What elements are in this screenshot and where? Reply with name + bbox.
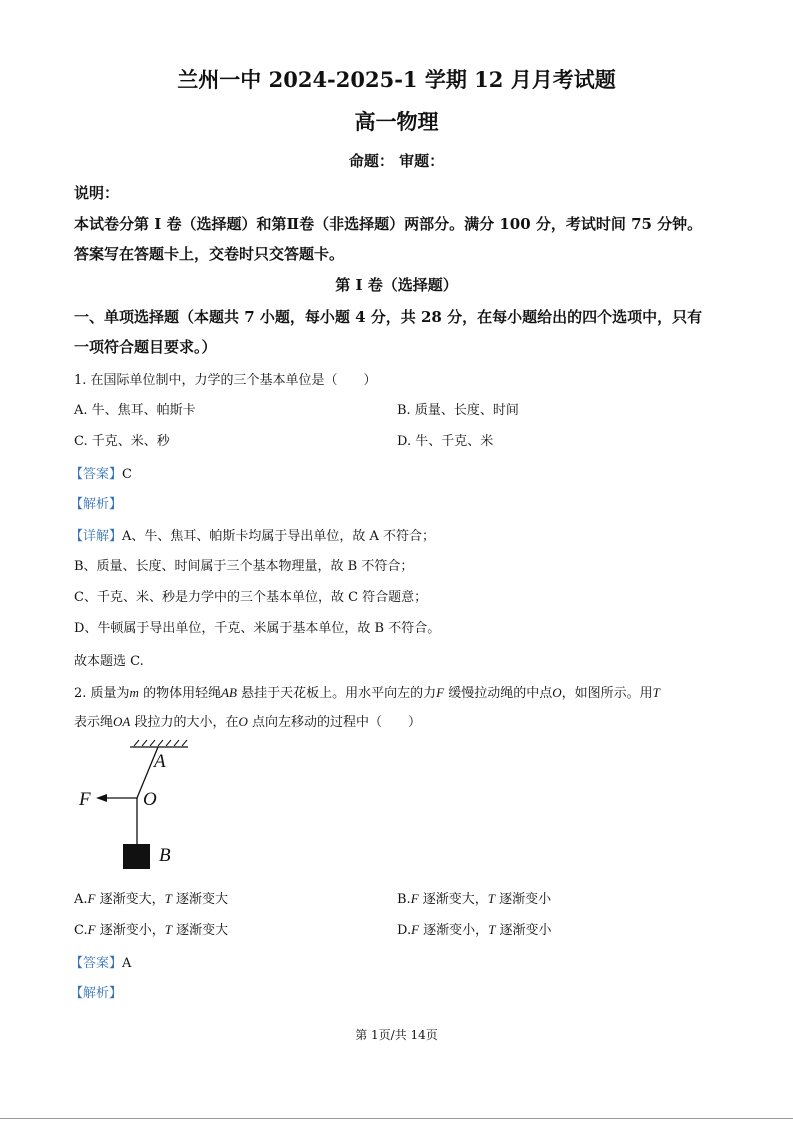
force-arrow-head-icon (96, 794, 107, 802)
q1-answer-line (70, 463, 132, 482)
q2-stem2-text-a: 表示绳 (74, 715, 114, 730)
label-b: B (159, 845, 171, 866)
label-f: F (79, 789, 91, 810)
q1-answer: C (122, 467, 132, 482)
ceiling-hatch (134, 740, 187, 746)
block-b (123, 844, 150, 869)
q2-symbol-f: F (436, 685, 445, 700)
q1-option-a: A. 牛、焦耳、帕斯卡 (74, 403, 196, 418)
q2-option-c-letter: C. (74, 923, 88, 938)
q2-symbol-t: T (652, 685, 660, 700)
part-heading-line-2: 一项符合题目要求。） (74, 338, 217, 356)
q2-answer-line (70, 952, 131, 971)
instructions-line-2: 答案写在答题卡上，交卷时只交答题卡。 (74, 245, 345, 263)
q2-option-c-post: 逐渐变大 (171, 923, 229, 938)
exam-title: 兰州一中 2024-2025-1 学期 12 月月考试题 (177, 67, 616, 92)
exam-authors: 命题： 审题： (348, 152, 445, 170)
q1-option-b: B. 质量、长度、时间 (397, 403, 519, 418)
q2-option-d-t: T (488, 922, 496, 937)
q1-detail-line-1 (70, 525, 435, 544)
q1-detail-tag: 【详解】 (70, 529, 123, 544)
q1-detail-text-1: A、牛、焦耳、帕斯卡均属于导出单位，故 A 不符合； (122, 529, 436, 544)
q1-option-c: C. 千克、米、秒 (74, 434, 170, 449)
page-footer: 第 1页/共 14页 (355, 1028, 438, 1042)
q2-option-a (74, 888, 228, 907)
q2-stem1-text-d: 缓慢拉动绳的中点 (444, 686, 553, 701)
q2-option-d-letter: D. (397, 923, 412, 938)
q1-answer-tag: 【答案】 (70, 467, 123, 482)
q2-option-c-t: T (164, 922, 172, 937)
q2-stem1-text-b: 的物体用轻绳 (138, 686, 222, 701)
q2-analysis-tag: 【解析】 (70, 986, 123, 1001)
q2-symbol-m: m (129, 685, 139, 700)
q2-option-b (397, 888, 551, 907)
q2-stem1-text-e: ，如图所示。用 (561, 686, 653, 701)
q2-option-a-mid: 逐渐变大， (95, 892, 165, 907)
q2-option-d-post: 逐渐变小 (495, 923, 552, 938)
section-title: 第 I 卷（选择题） (335, 276, 458, 294)
q2-symbol-o-2: O (238, 714, 248, 729)
q2-answer-tag: 【答案】 (70, 956, 123, 971)
instructions-line-1: 本试卷分第 I 卷（选择题）和第Ⅱ卷（非选择题）两部分。满分 100 分，考试时间 75 分钟。 (74, 215, 703, 233)
q2-option-c (74, 919, 228, 938)
q2-stem2-text-c: 点向左移动的过程中（ ） (247, 715, 422, 730)
q2-stem1-text-a: 2. 质量为 (74, 686, 130, 701)
instructions-heading: 说明： (74, 184, 120, 202)
q1-detail-line-2: B、质量、长度、时间属于三个基本物理量，故 B 不符合； (74, 559, 414, 574)
q2-stem-line-2 (74, 711, 421, 730)
q1-detail-line-3: C、千克、米、秒是力学中的三个基本单位，故 C 符合题意； (74, 590, 428, 605)
q2-option-b-mid: 逐渐变大， (418, 892, 488, 907)
q1-detail-line-4: D、牛顿属于导出单位，千克、米属于基本单位，故 B 不符合。 (74, 621, 441, 636)
q2-symbol-o: O (552, 685, 562, 700)
part-heading-line-1: 一、单项选择题（本题共 7 小题，每小题 4 分，共 28 分，在每小题给出的四个选项中，只有 (74, 308, 703, 326)
q2-option-d-mid: 逐渐变小， (419, 923, 489, 938)
q1-stem: 1. 在国际单位制中，力学的三个基本单位是（ ） (74, 373, 377, 388)
q2-option-c-f: F (87, 922, 96, 937)
q1-conclusion: 故本题选 C. (74, 654, 144, 669)
q2-option-b-f: F (410, 891, 419, 906)
q2-option-a-letter: A. (74, 892, 88, 907)
q2-option-a-post: 逐渐变大 (171, 892, 228, 907)
q2-option-b-post: 逐渐变小 (495, 892, 552, 907)
label-o: O (143, 789, 157, 810)
q2-answer: A (122, 956, 132, 971)
q1-analysis-tag: 【解析】 (70, 497, 123, 512)
page-bottom-divider (0, 1118, 793, 1119)
exam-subtitle: 高一物理 (354, 109, 439, 134)
q2-option-a-t: T (164, 891, 172, 906)
q2-option-a-f: F (87, 891, 96, 906)
q2-stem2-text-b: 段拉力的大小，在 (130, 715, 239, 730)
q1-option-d: D. 牛、千克、米 (397, 434, 494, 449)
q2-stem-line-1 (74, 682, 660, 701)
q2-stem1-text-c: 悬挂于天花板上。用水平向左的力 (236, 686, 437, 701)
q2-option-d-f: F (411, 922, 420, 937)
q2-option-b-t: T (487, 891, 496, 906)
q2-option-c-mid: 逐渐变小， (95, 923, 165, 938)
q2-option-b-letter: B. (397, 892, 411, 907)
label-a: A (154, 751, 166, 772)
q2-symbol-ab: AB (221, 685, 237, 700)
q2-symbol-oa: OA (113, 714, 131, 729)
q2-option-d (397, 919, 552, 938)
q2-figure (70, 738, 200, 873)
